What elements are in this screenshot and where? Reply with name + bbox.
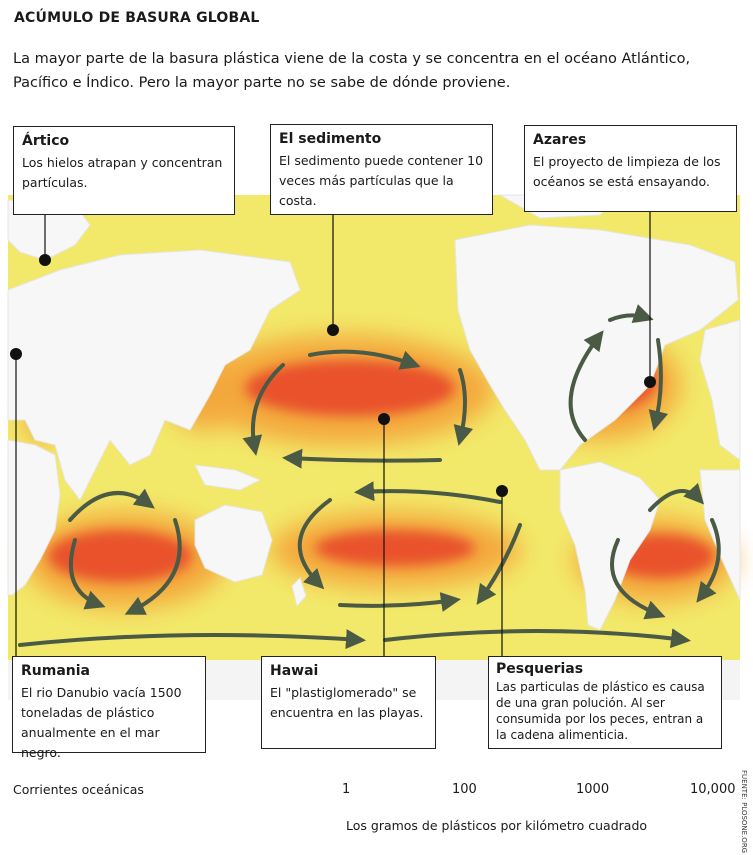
marker-artico bbox=[39, 254, 51, 266]
callout-body: El "plastiglomerado" se encuentra en las playas. bbox=[270, 685, 424, 720]
marker-hawai bbox=[378, 413, 390, 425]
callout-body: El sedimento puede contener 10 veces más partículas que la costa. bbox=[279, 153, 484, 208]
scale-tick: 100 bbox=[452, 782, 477, 797]
callout-title: Hawai bbox=[270, 663, 319, 679]
callout-body: Las particulas de plástico es causa de una gran polución. Al ser consumida por los peces, entran a la cadena alimenticia. bbox=[496, 680, 705, 742]
scale-tick: 1000 bbox=[576, 782, 610, 797]
callout-artico bbox=[13, 126, 235, 215]
callout-azares bbox=[524, 125, 737, 212]
marker-rumania bbox=[10, 348, 22, 360]
callout-hawai bbox=[261, 656, 436, 749]
source-credit: FUENTE: PLOSONE.ORG bbox=[740, 770, 748, 854]
callout-title: Pesquerias bbox=[496, 661, 584, 677]
callout-body: Los hielos atrapan y concentran partículas. bbox=[22, 155, 223, 190]
marker-azares bbox=[644, 376, 656, 388]
marker-pesquerias bbox=[496, 485, 508, 497]
scale-tick: 1 bbox=[342, 782, 351, 797]
legend-currents-label: Corrientes oceánicas bbox=[13, 782, 144, 797]
scale-caption: Los gramos de plásticos por kilómetro cuadrado bbox=[346, 818, 648, 833]
scale-tick: 10,000 bbox=[690, 782, 736, 797]
callout-title: El sedimento bbox=[279, 131, 382, 147]
callout-title: Azares bbox=[533, 132, 587, 148]
callout-body: El proyecto de limpieza de los océanos se está ensayando. bbox=[533, 154, 721, 189]
callout-title: Rumania bbox=[21, 663, 90, 679]
callout-rumania bbox=[12, 656, 206, 760]
marker-sedimento bbox=[327, 324, 339, 336]
page-subtitle: La mayor parte de la basura plástica viene de la costa y se concentra en el océano Atlántico, Pacífico e Índico. Pero la mayor parte no se sabe de dónde proviene. bbox=[13, 51, 691, 91]
callout-body: El rio Danubio vacía 1500 toneladas de plástico anualmente en el mar negro. bbox=[21, 685, 182, 760]
page-title: ACÚMULO DE BASURA GLOBAL bbox=[14, 10, 260, 26]
callout-title: Ártico bbox=[22, 133, 70, 149]
callout-sedimento bbox=[270, 124, 493, 215]
callout-pesquerias bbox=[488, 656, 722, 749]
